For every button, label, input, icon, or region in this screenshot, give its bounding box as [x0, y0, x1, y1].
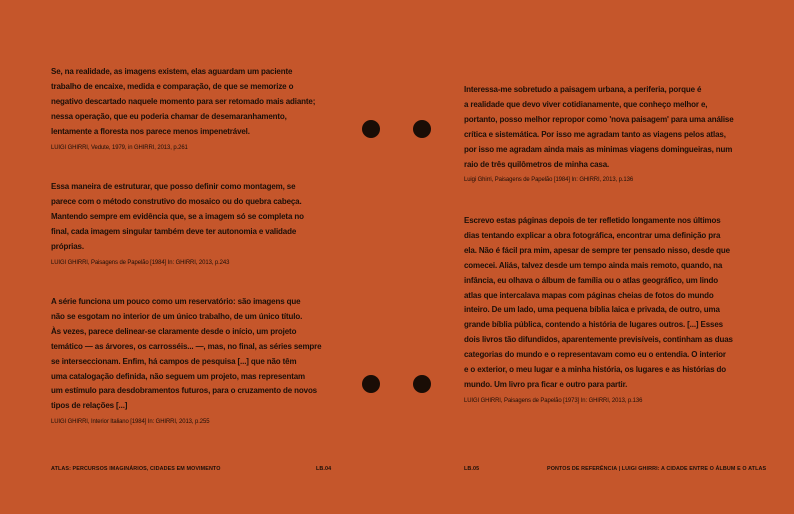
left-footer-title: ATLAS: PERCURSOS IMAGINÁRIOS, CIDADES EM MOVIMENTO [51, 466, 221, 472]
quote-vedute [51, 64, 326, 155]
quote-text: Interessa-me sobretudo a paisagem urbana, a periferia, porque é a realidade que devo viver cotidianamente, que conheço melhor e, portanto, posso melhor repropor como 'nova paisagem' para uma análise crítica e sistemática. Por isso me agradam tanto as viagens pelos atlas, por isso me agradam ainda mais as minimas viagens domingueiras, num raio de três quilômetros de minha casa. [464, 84, 734, 169]
quote-text: Se, na realidade, as imagens existem, elas aguardam um paciente trabalho de encaixe, medida e comparação, de que se memorize o negativo descartado naquele momento para ser retomado mais adiante; nessa operação, que eu poderia chamar de desemaranhamento, lentamente a floresta nos parece menos impenetrável. [51, 66, 316, 136]
quote-montagem [51, 179, 321, 270]
quote-citation: Luigi Ghirri, Paisagens de Papelão [1984] In: GHIRRI, 2013, p.136 [464, 176, 634, 184]
quote-citation: LUIGI GHIRRI, Paisagens de Papelão [1984] In: GHIRRI, 2013, p.243 [51, 258, 230, 266]
quote-text: Essa maneira de estruturar, que posso definir como montagem, se parece com o método construtivo do mosaico ou do quebra cabeça. Mantendo sempre em evidência que, se a imagem só se completa no final, cada imagem singular também deve ter autonomia e validade próprias. [51, 181, 304, 251]
quote-citation: LUIGI GHIRRI, Vedute, 1979, in GHIRRI, 2013, p.261 [51, 143, 188, 151]
right-page-number: LB.05 [464, 466, 480, 472]
left-page-number: LB.04 [316, 466, 332, 472]
quote-text: Escrevo estas páginas depois de ter refletido longamente nos últimos dias tentando explicar a obra fotográfica, encontrar uma definição pra ela. Não é fácil pra mim, apesar de sempre ter pensado nisso, desde que comecei. Aliás, talvez desde um tempo ainda mais remoto, quando, na infância, eu olhava o álbum de família ou o atlas geográfico, um lindo atlas que intercalava mapas com páginas cheias de fotos do mundo inteiro. De um lado, uma pequena bíblia laica e privada, de outro, uma grande bíblia pública, contendo a história de lugares outros. [...] Esses dois livros tão difundidos, aparentemente previsíveis, continham as duas categorias do mundo e o representavam como eu o entendia. O interior e o exterior, o meu lugar e a minha história, os lugares e as histórias do mundo. Um livro pra ficar e outro para partir. [464, 215, 733, 389]
quote-paisagem-urbana [464, 82, 743, 188]
right-footer-title: PONTOS DE REFERÊNCIA | LUIGI GHIRRI: A CIDADE ENTRE O ÁLBUM E O ATLAS [547, 466, 767, 472]
quote-album-atlas [464, 213, 743, 409]
binding-hole-dot [362, 375, 380, 393]
quote-citation: LUIGI GHIRRI, Paisagens de Papelão [1973] In: GHIRRI, 2013, p.136 [464, 396, 643, 404]
binding-hole-dot [362, 120, 380, 138]
right-page [397, 0, 794, 514]
quote-serie [51, 294, 330, 430]
quote-citation: LUIGI GHIRRI, Interior Italiano [1984] In: GHIRRI, 2013, p.255 [51, 418, 210, 426]
quote-text: A série funciona um pouco como um reservatório: são imagens que não se esgotam no interior de um único trabalho, de um único título. Às vezes, parece delinear-se claramente desde o início, um projeto temático — as árvores, os carrosséis... —, mas, no final, as séries sempre se interseccionam. Enfim, há campos de pesquisa [...] que não têm uma catalogação definida, não seguem um projeto, mas representam um estímulo para desdobramentos futuros, para o cruzamento de novos tipos de relações [...] [51, 296, 322, 411]
